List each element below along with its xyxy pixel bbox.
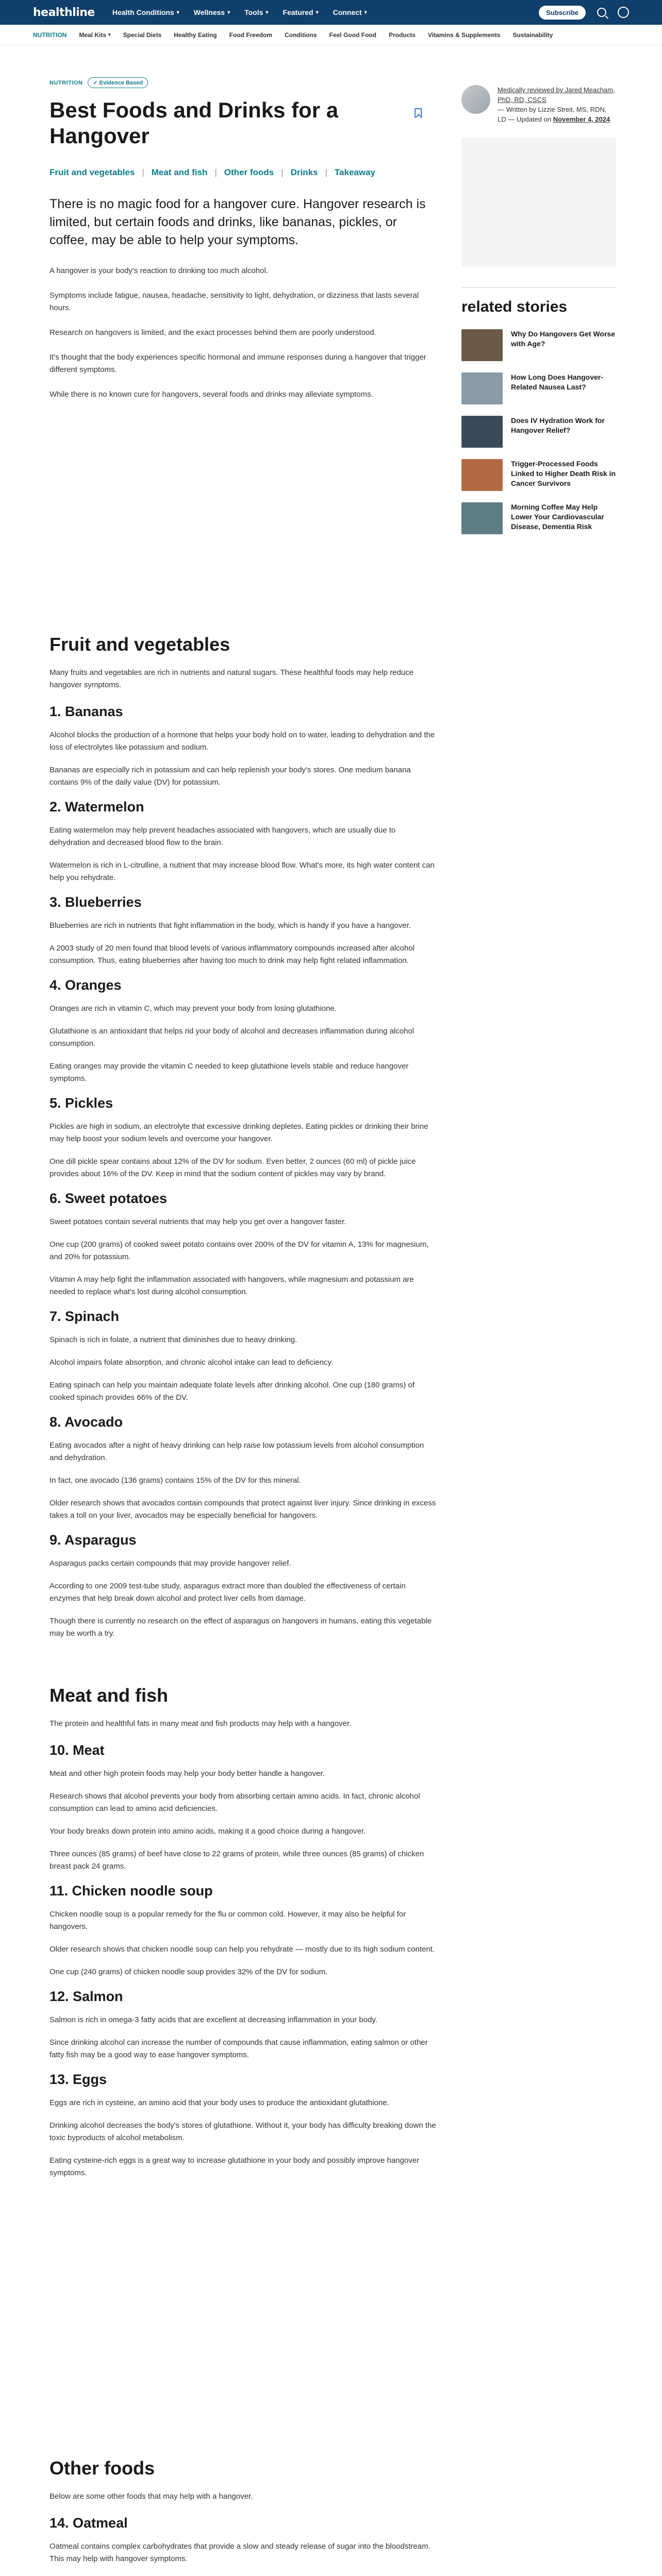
food-paragraph: Chicken noodle soup is a popular remedy for the flu or common cold. However, it may also be helpful for hangovers. xyxy=(49,1910,406,1931)
update-date[interactable]: November 4, 2024 xyxy=(553,115,610,123)
intro-paragraph: Symptoms include fatigue, nausea, headache, sensitivity to light, dehydration, or dizziness that lasts several hours. xyxy=(49,291,419,312)
related-story-thumbnail xyxy=(461,459,503,491)
nav-featured[interactable]: Featured ▾ xyxy=(283,8,319,16)
toc-link-takeaway[interactable]: Takeaway xyxy=(334,167,375,177)
related-stories-list xyxy=(461,329,616,534)
food-paragraph: Eating watermelon may help prevent headaches associated with hangovers, which are usually due to dehydration and decreased blood flow to the brain. xyxy=(49,826,396,847)
food-paragraph: One cup (200 grams) of cooked sweet potato contains over 200% of the DV for vitamin A, 13% for magnesium, and 20% for potassium. xyxy=(49,1240,429,1261)
chevron-down-icon: ▾ xyxy=(108,32,111,37)
related-story-item[interactable] xyxy=(461,502,616,534)
subnav-food-freedom[interactable]: Food Freedom xyxy=(229,31,272,39)
section-intro: The protein and healthful fats in many meat and fish products may help with a hangover. xyxy=(49,1719,352,1728)
food-paragraph: Spinach is rich in folate, a nutrient that diminishes due to heavy drinking. xyxy=(49,1335,297,1344)
search-icon[interactable] xyxy=(597,8,606,17)
food-paragraph: One dill pickle spear contains about 12% of the DV for sodium. Even better, 2 ounces (60 ml) of pickle juice provides about 16% of the DV. Keep in mind that the sodium content of pickles may vary by brand. xyxy=(49,1157,416,1178)
food-paragraph: Asparagus packs certain compounds that may provide hangover relief. xyxy=(49,1559,291,1568)
toc-link-other[interactable]: Other foods xyxy=(224,167,274,177)
article-header xyxy=(49,77,436,413)
intro-paragraph: It's thought that the body experiences specific hormonal and immune responses during a hangover that trigger different symptoms. xyxy=(49,353,426,374)
toc-link-drinks[interactable]: Drinks xyxy=(290,167,318,177)
food-paragraph: Eggs are rich in cysteine, an amino acid that your body uses to produce the antioxidant glutathione. xyxy=(49,2098,389,2107)
evidence-based-badge[interactable]: ✓ Evidence Based xyxy=(88,77,148,88)
chevron-down-icon: ▾ xyxy=(227,9,230,15)
food-paragraph: Vitamin A may help fight the inflammation associated with hangovers, while magnesium and potassium are needed to replace what's lost during alcohol consumption. xyxy=(49,1275,414,1296)
nav-wellness[interactable]: Wellness ▾ xyxy=(193,8,230,16)
food-paragraph: Eating avocados after a night of heavy drinking can help raise low potassium levels from alcohol consumption and dehydration. xyxy=(49,1441,424,1462)
article-badges xyxy=(49,77,436,88)
intro-paragraph: Research on hangovers is limited, and the exact processes behind them are poorly understood. xyxy=(49,328,376,337)
subnav-sustainability[interactable]: Sustainability xyxy=(512,31,553,39)
section-other-foods xyxy=(49,2458,436,2576)
related-story-title: Why Do Hangovers Get Worse with Age? xyxy=(511,330,616,348)
nav-health-conditions[interactable]: Health Conditions ▾ xyxy=(112,8,179,16)
chevron-down-icon: ▾ xyxy=(176,9,179,15)
food-paragraph: Oranges are rich in vitamin C, which may prevent your body from losing glutathione. xyxy=(49,1004,337,1013)
subnav-meal-kits[interactable]: Meal Kits ▾ xyxy=(79,31,111,39)
food-paragraph: Drinking alcohol decreases the body's stores of glutathione. Without it, your body has difficulty breaking down the toxic byproducts of alcohol metabolism. xyxy=(49,2121,436,2142)
subnav-nutrition[interactable]: NUTRITION xyxy=(33,31,67,39)
food-paragraph: Salmon is rich in omega-3 fatty acids that are excellent at decreasing inflammation in your body. xyxy=(49,2015,377,2024)
food-paragraph: Eating cysteine-rich eggs is a great way to increase glutathione in your body and possibly improve hangover symptoms. xyxy=(49,2156,420,2177)
food-paragraph: Alcohol blocks the production of a hormone that helps your body hold on to water, leading to dehydration and the loss of electrolytes like potassium and sodium. xyxy=(49,731,435,752)
food-paragraph: Watermelon is rich in L-citrulline, a nutrient that may increase blood flow. What's more, its high water content can help you rehydrate. xyxy=(49,861,435,882)
chevron-down-icon: ▾ xyxy=(266,9,269,15)
food-paragraph: Blueberries are rich in nutrients that fight inflammation in the body, which is handy if you have a hangover. xyxy=(49,921,411,930)
food-paragraph: According to one 2009 test-tube study, asparagus extract more than doubled the effectiveness of certain enzymes that help break down alcohol and protect liver cells from damage. xyxy=(49,1582,406,1603)
article-lead: There is no magic food for a hangover cure. Hangover research is limited, but certain foods and drinks, like bananas, pickles, or coffee, may be able to help your symptoms. xyxy=(49,197,426,247)
related-story-thumbnail xyxy=(461,416,503,448)
article-intro xyxy=(49,265,436,401)
section-intro: Below are some other foods that may help with a hangover. xyxy=(49,2492,253,2501)
reviewer-link[interactable]: Medically reviewed by Jared Meacham, PhD, RD, CSCS xyxy=(498,86,615,104)
subnav-products[interactable]: Products xyxy=(388,31,416,39)
subscribe-button[interactable]: Subscribe xyxy=(539,6,586,20)
food-heading: 10. Meat xyxy=(49,1742,105,1758)
food-paragraph: One cup (240 grams) of chicken noodle soup provides 32% of the DV for sodium. xyxy=(49,1968,328,1976)
food-heading: 2. Watermelon xyxy=(49,799,144,815)
sidebar xyxy=(461,85,616,546)
category-label[interactable]: NUTRITION xyxy=(49,79,83,86)
section-fruit-and-vegetables xyxy=(49,634,436,1650)
chevron-down-icon: ▾ xyxy=(316,9,319,15)
food-paragraph: Bananas are especially rich in potassium and can help replenish your body's stores. One medium banana contains 9% of the daily value (DV) for potassium. xyxy=(49,766,411,787)
food-paragraph: Since drinking alcohol can increase the number of compounds that cause inflammation, eating salmon or other fatty fish may be a good way to ease hangover symptoms. xyxy=(49,2038,428,2059)
food-paragraph: Oatmeal contains complex carbohydrates that provide a slow and steady release of sugar into the bloodstream. This may help with hangover symptoms. xyxy=(49,2542,431,2563)
food-paragraph: Though there is currently no research on the effect of asparagus on hangovers in humans, eating this vegetable may be worth a try. xyxy=(49,1617,432,1638)
related-story-thumbnail xyxy=(461,372,503,404)
intro-paragraph: While there is no known cure for hangovers, several foods and drinks may alleviate symptoms. xyxy=(49,390,373,399)
intro-paragraph: A hangover is your body's reaction to drinking too much alcohol. xyxy=(49,266,268,275)
food-heading: 5. Pickles xyxy=(49,1095,113,1111)
page-title: Best Foods and Drinks for a Hangover xyxy=(49,98,339,148)
section-meat-and-fish xyxy=(49,1685,436,2190)
food-paragraph: A 2003 study of 20 men found that blood levels of various inflammatory compounds increased after alcohol consumption. Thus, eating blueberries after having too much to drink may help fight related inflammation. xyxy=(49,944,415,965)
food-heading: 13. Eggs xyxy=(49,2072,107,2087)
food-paragraph: Sweet potatoes contain several nutrients that may help you get over a hangover faster. xyxy=(49,1217,346,1226)
food-paragraph: Older research shows that avocados contain compounds that protect against liver injury. Since drinking in excess takes a toll on your liver, avocados may be especially beneficial for hangovers. xyxy=(49,1499,436,1520)
toc-link-meat[interactable]: Meat and fish xyxy=(151,167,208,177)
food-heading: 7. Spinach xyxy=(49,1309,120,1324)
bookmark-icon[interactable] xyxy=(415,108,422,117)
section-heading: Other foods xyxy=(49,2458,155,2479)
account-icon[interactable] xyxy=(618,7,629,18)
related-story-title: How Long Does Hangover-Related Nausea Last? xyxy=(511,373,603,391)
author-line: — Written by Lizzie Streit, MS, RDN, LD — Updated on xyxy=(498,106,607,123)
food-heading: 12. Salmon xyxy=(49,1989,123,2004)
food-heading: 11. Chicken noodle soup xyxy=(49,1883,213,1899)
related-story-item[interactable] xyxy=(461,329,616,361)
food-paragraph: In fact, one avocado (136 grams) contains 15% of the DV for this mineral. xyxy=(49,1476,301,1485)
subnav-vitamins[interactable]: Vitamins & Supplements xyxy=(427,31,501,39)
related-stories-heading: related stories xyxy=(461,287,616,316)
subnav-healthy-eating[interactable]: Healthy Eating xyxy=(174,31,217,39)
reviewer-byline xyxy=(461,85,616,124)
subnav-conditions[interactable]: Conditions xyxy=(284,31,317,39)
food-heading: 4. Oranges xyxy=(49,977,122,993)
food-heading: 9. Asparagus xyxy=(49,1532,137,1548)
chevron-down-icon: ▾ xyxy=(364,9,367,15)
food-paragraph: Your body breaks down protein into amino acids, making it a good choice during a hangover. xyxy=(49,1827,366,1836)
subnav-special-diets[interactable]: Special Diets xyxy=(123,31,162,39)
food-paragraph: Research shows that alcohol prevents your body from absorbing certain amino acids. In fact, chronic alcohol consumption can lead to amino acid deficiencies. xyxy=(49,1792,420,1813)
food-heading: 6. Sweet potatoes xyxy=(49,1191,168,1206)
related-story-title: Does IV Hydration Work for Hangover Relief? xyxy=(511,416,605,434)
food-heading: 3. Blueberries xyxy=(49,894,142,910)
related-story-item[interactable] xyxy=(461,372,616,404)
food-heading: 8. Avocado xyxy=(49,1414,123,1430)
food-heading: 1. Bananas xyxy=(49,704,123,719)
toc-link-fruit[interactable]: Fruit and vegetables xyxy=(49,167,135,177)
top-navigation xyxy=(0,0,662,25)
subnav-feel-good-food[interactable]: Feel Good Food xyxy=(329,31,376,39)
food-heading: 14. Oatmeal xyxy=(49,2515,128,2531)
food-paragraph: Glutathione is an antioxidant that helps rid your body of alcohol and decreases inflammation during alcohol consumption. xyxy=(49,1027,415,1048)
healthline-logo[interactable]: healthline xyxy=(33,6,95,19)
related-story-thumbnail xyxy=(461,502,503,534)
food-paragraph: Eating oranges may provide the vitamin C needed to keep glutathione levels stable and reduce hangover symptoms. xyxy=(49,1062,409,1083)
food-paragraph: Eating spinach can help you maintain adequate folate levels after drinking alcohol. One cup (180 grams) of cooked spinach provides 66% of the DV. xyxy=(49,1381,415,1402)
related-story-title: Morning Coffee May Help Lower Your Cardiovascular Disease, Dementia Risk xyxy=(511,503,604,531)
food-paragraph: Three ounces (85 grams) of beef have close to 22 grams of protein, while three ounces (85 grams) of chicken breast pack 24 grams. xyxy=(49,1850,424,1871)
nav-connect[interactable]: Connect ▾ xyxy=(333,8,367,16)
food-paragraph: Meat and other high protein foods may help your body better handle a hangover. xyxy=(49,1769,325,1778)
section-subnav xyxy=(0,25,662,45)
section-heading: Fruit and vegetables xyxy=(49,634,230,655)
food-paragraph: Older research shows that chicken noodle soup can help you rehydrate — mostly due to its high sodium content. xyxy=(49,1945,435,1954)
section-heading: Meat and fish xyxy=(49,1685,169,1706)
related-story-title: Trigger-Processed Foods Linked to Higher Death Risk in Cancer Survivors xyxy=(511,460,616,487)
related-story-thumbnail xyxy=(461,329,503,361)
ad-placeholder xyxy=(461,138,616,266)
food-paragraph: Pickles are high in sodium, an electrolyte that excessive drinking depletes. Eating pickles or drinking their brine may help boost your sodium levels and overcome your hangover. xyxy=(49,1122,428,1143)
reviewer-avatar xyxy=(461,85,490,114)
section-intro: Many fruits and vegetables are rich in nutrients and natural sugars. These healthful foods may help reduce hangover symptoms. xyxy=(49,668,413,689)
food-paragraph: Alcohol impairs folate absorption, and chronic alcohol intake can lead to deficiency. xyxy=(49,1358,334,1367)
related-story-item[interactable] xyxy=(461,416,616,448)
nav-tools[interactable]: Tools ▾ xyxy=(244,8,269,16)
related-story-item[interactable] xyxy=(461,459,616,491)
table-of-contents: Fruit and vegetables | Meat and fish | Other foods | Drinks | Takeaway xyxy=(49,167,375,177)
